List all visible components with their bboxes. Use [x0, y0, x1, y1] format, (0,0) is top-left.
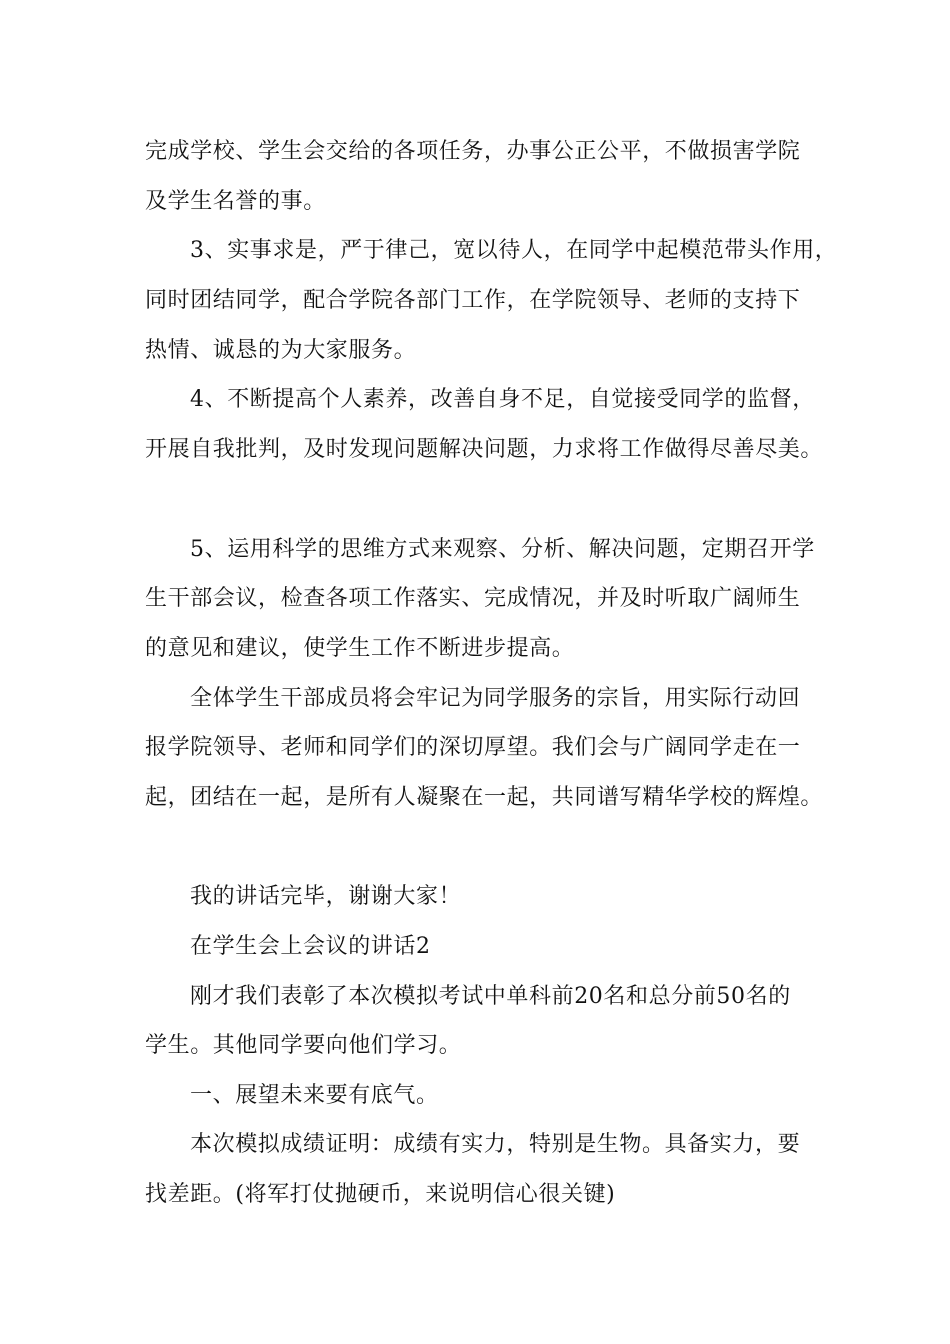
text-line: 完成学校、学生会交给的各项任务，办事公正公平，不做损害学院 [145, 139, 801, 164]
text-line: 我的讲话完毕，谢谢大家！ [190, 884, 462, 909]
text-line: 的意见和建议，使学生工作不断进步提高。 [145, 636, 575, 661]
text-line: 一、展望未来要有底气。 [190, 1083, 439, 1108]
text-line: 3、实事求是，严于律己，宽以待人，在同学中起模范带头作用， [190, 238, 838, 263]
text-line: 报学院领导、老师和同学们的深切厚望。我们会与广阔同学走在一 [145, 735, 801, 760]
text-line: 开展自我批判，及时发现问题解决问题，力求将工作做得尽善尽美。 [145, 437, 824, 462]
text-line: 起，团结在一起，是所有人凝聚在一起，共同谱写精华学校的辉煌。 [145, 785, 824, 810]
text-line: 找差距。(将军打仗抛硬币，来说明信心很关键) [145, 1182, 616, 1207]
text-line: 同时团结同学，配合学院各部门工作，在学院领导、老师的支持下 [145, 288, 801, 313]
text-line: 全体学生干部成员将会牢记为同学服务的宗旨，用实际行动回 [190, 686, 801, 711]
section-heading: 在学生会上会议的讲话2 [190, 934, 431, 959]
text-line: 生干部会议，检查各项工作落实、完成情况，并及时听取广阔师生 [145, 586, 801, 611]
text-line: 学生。其他同学要向他们学习。 [145, 1033, 462, 1058]
text-line: 热情、诚恳的为大家服务。 [145, 338, 417, 363]
text-line: 刚才我们表彰了本次模拟考试中单科前20名和总分前50名的 [190, 984, 791, 1009]
text-line: 及学生名誉的事。 [145, 189, 326, 214]
text-line: 4、不断提高个人素养，改善自身不足，自觉接受同学的监督， [190, 387, 815, 412]
text-line: 本次模拟成绩证明：成绩有实力，特别是生物。具备实力，要 [190, 1132, 801, 1157]
text-line: 5、运用科学的思维方式来观察、分析、解决问题，定期召开学 [190, 537, 815, 562]
